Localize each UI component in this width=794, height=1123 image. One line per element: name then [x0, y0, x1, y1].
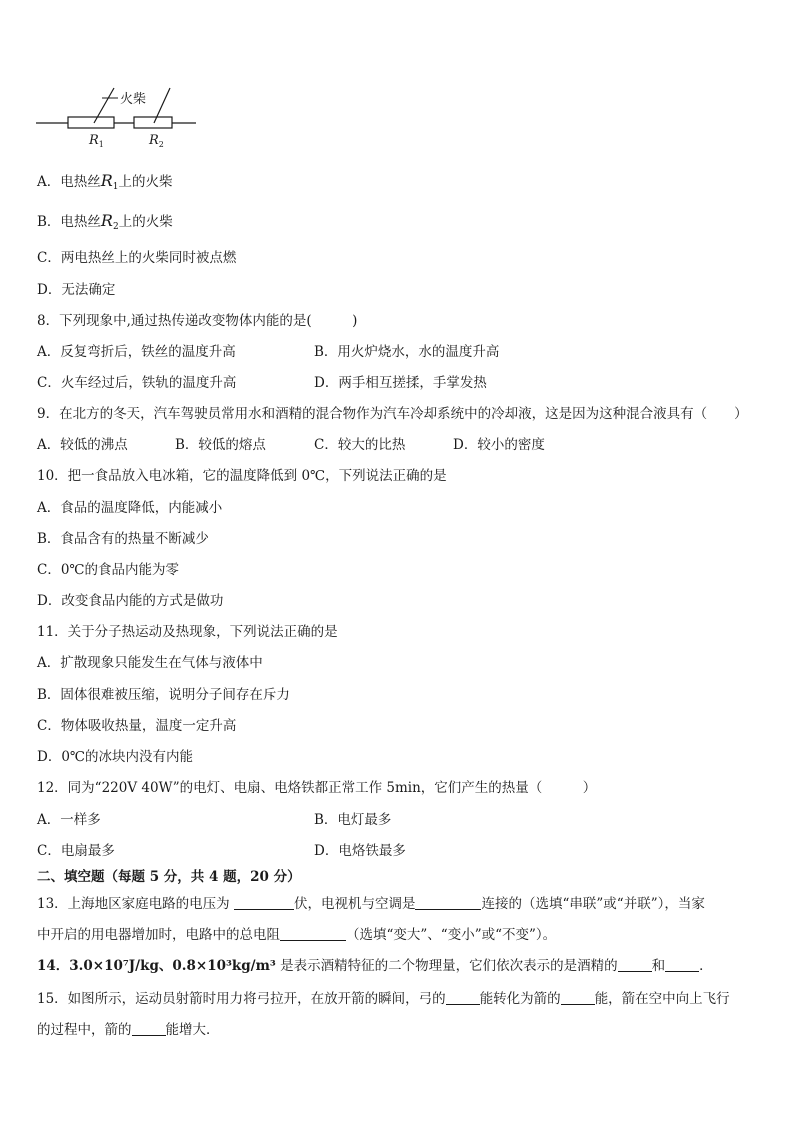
r1-label: $R_1$ — [89, 133, 104, 149]
q14-blank-1[interactable] — [618, 957, 652, 972]
q9-option-d: D．较小的密度 — [453, 437, 545, 453]
q10-stem: 10．把一食品放入电冰箱，它的温度降低到 0℃，下列说法正确的是 — [37, 468, 447, 484]
q8-option-d: D．两手相互搓揉，手掌发热 — [314, 375, 487, 391]
q9-option-a: A．较低的沸点 — [37, 437, 128, 453]
q8-option-a: A．反复弯折后，铁丝的温度升高 — [37, 344, 236, 360]
q15-blank-1[interactable] — [446, 990, 480, 1005]
q8-option-c: C．火车经过后，铁轨的温度升高 — [37, 375, 237, 391]
q13-blank-connection[interactable] — [415, 895, 481, 910]
q12-option-a: A．一样多 — [37, 812, 101, 828]
q9-option-c: C．较大的比热 — [314, 437, 406, 453]
q13-line-2: 中开启的用电器增加时，电路中的总电阻 （选填“变大”、“变小”或“不变”）。 — [37, 927, 557, 943]
q8-option-b: B．用火炉烧水，水的温度升高 — [314, 344, 500, 360]
q12-option-c: C．电扇最多 — [37, 843, 115, 859]
q9-stem: 9．在北方的冬天，汽车驾驶员常用水和酒精的混合物作为汽车冷却系统中的冷却液，这是因为这种混合液具有（ ） — [37, 406, 748, 422]
q10-option-b: B．食品含有的热量不断减少 — [37, 531, 209, 547]
q11-option-c: C．物体吸收热量，温度一定升高 — [37, 718, 237, 734]
q10-option-d: D．改变食品内能的方式是做功 — [37, 593, 224, 609]
q11-option-a: A．扩散现象只能发生在气体与液体中 — [37, 655, 263, 671]
resistor-r1 — [68, 117, 114, 128]
match-label: 火柴 — [120, 92, 147, 107]
r2-label: $R_2$ — [149, 133, 164, 149]
q12-stem: 12．同为“220V 40W”的电灯、电扇、电烙铁都正常工作 5min，它们产生的热量（ ） — [37, 780, 597, 796]
q13-blank-resistance[interactable] — [280, 926, 346, 941]
q13-blank-voltage[interactable] — [234, 895, 294, 910]
q13-line-1: 13．上海地区家庭电路的电压为 伏，电视机与空调是 连接的（选填“串联”或“并联”），当家 — [37, 896, 705, 912]
circuit-diagram — [36, 84, 201, 150]
q11-option-d: D．0℃的冰块内没有内能 — [37, 749, 194, 765]
q11-option-b: B．固体很难被压缩，说明分子间存在斥力 — [37, 687, 290, 703]
q8-stem: 8．下列现象中,通过热传递改变物体内能的是( ) — [37, 313, 358, 329]
q7-option-b: B．电热丝$R_2$上的火柴 — [37, 211, 173, 232]
q7-option-a: A．电热丝$R_1$上的火柴 — [37, 171, 173, 192]
q14-line: 14．3.0×10⁷J/kg、0.8×10³kg/m³ 是表示酒精特征的二个物理量，它们依次表示的是酒精的 和 ． — [37, 958, 713, 974]
q14-blank-2[interactable] — [665, 957, 699, 972]
q10-option-c: C．0℃的食品内能为零 — [37, 562, 180, 578]
q15-line-1: 15．如图所示，运动员射箭时用力将弓拉开，在放开箭的瞬间，弓的 能转化为箭的 能，箭在空中向上飞行 — [37, 991, 730, 1007]
q7-option-c: C．两电热丝上的火柴同时被点燃 — [37, 250, 237, 266]
q12-option-b: B．电灯最多 — [314, 812, 392, 828]
section-title-fill-in: 二、填空题（每题 5 分，共 4 题，20 分） — [37, 869, 301, 885]
q11-stem: 11．关于分子热运动及热现象，下列说法正确的是 — [37, 624, 338, 640]
q12-option-d: D．电烙铁最多 — [314, 843, 406, 859]
q10-option-a: A．食品的温度降低，内能减小 — [37, 500, 223, 516]
q9-option-b: B．较低的熔点 — [175, 437, 266, 453]
q7-option-d: D．无法确定 — [37, 282, 116, 298]
q15-blank-3[interactable] — [132, 1021, 166, 1036]
resistor-r2 — [134, 117, 172, 128]
q15-line-2: 的过程中，箭的 能增大． — [37, 1022, 220, 1038]
q15-blank-2[interactable] — [561, 990, 595, 1005]
